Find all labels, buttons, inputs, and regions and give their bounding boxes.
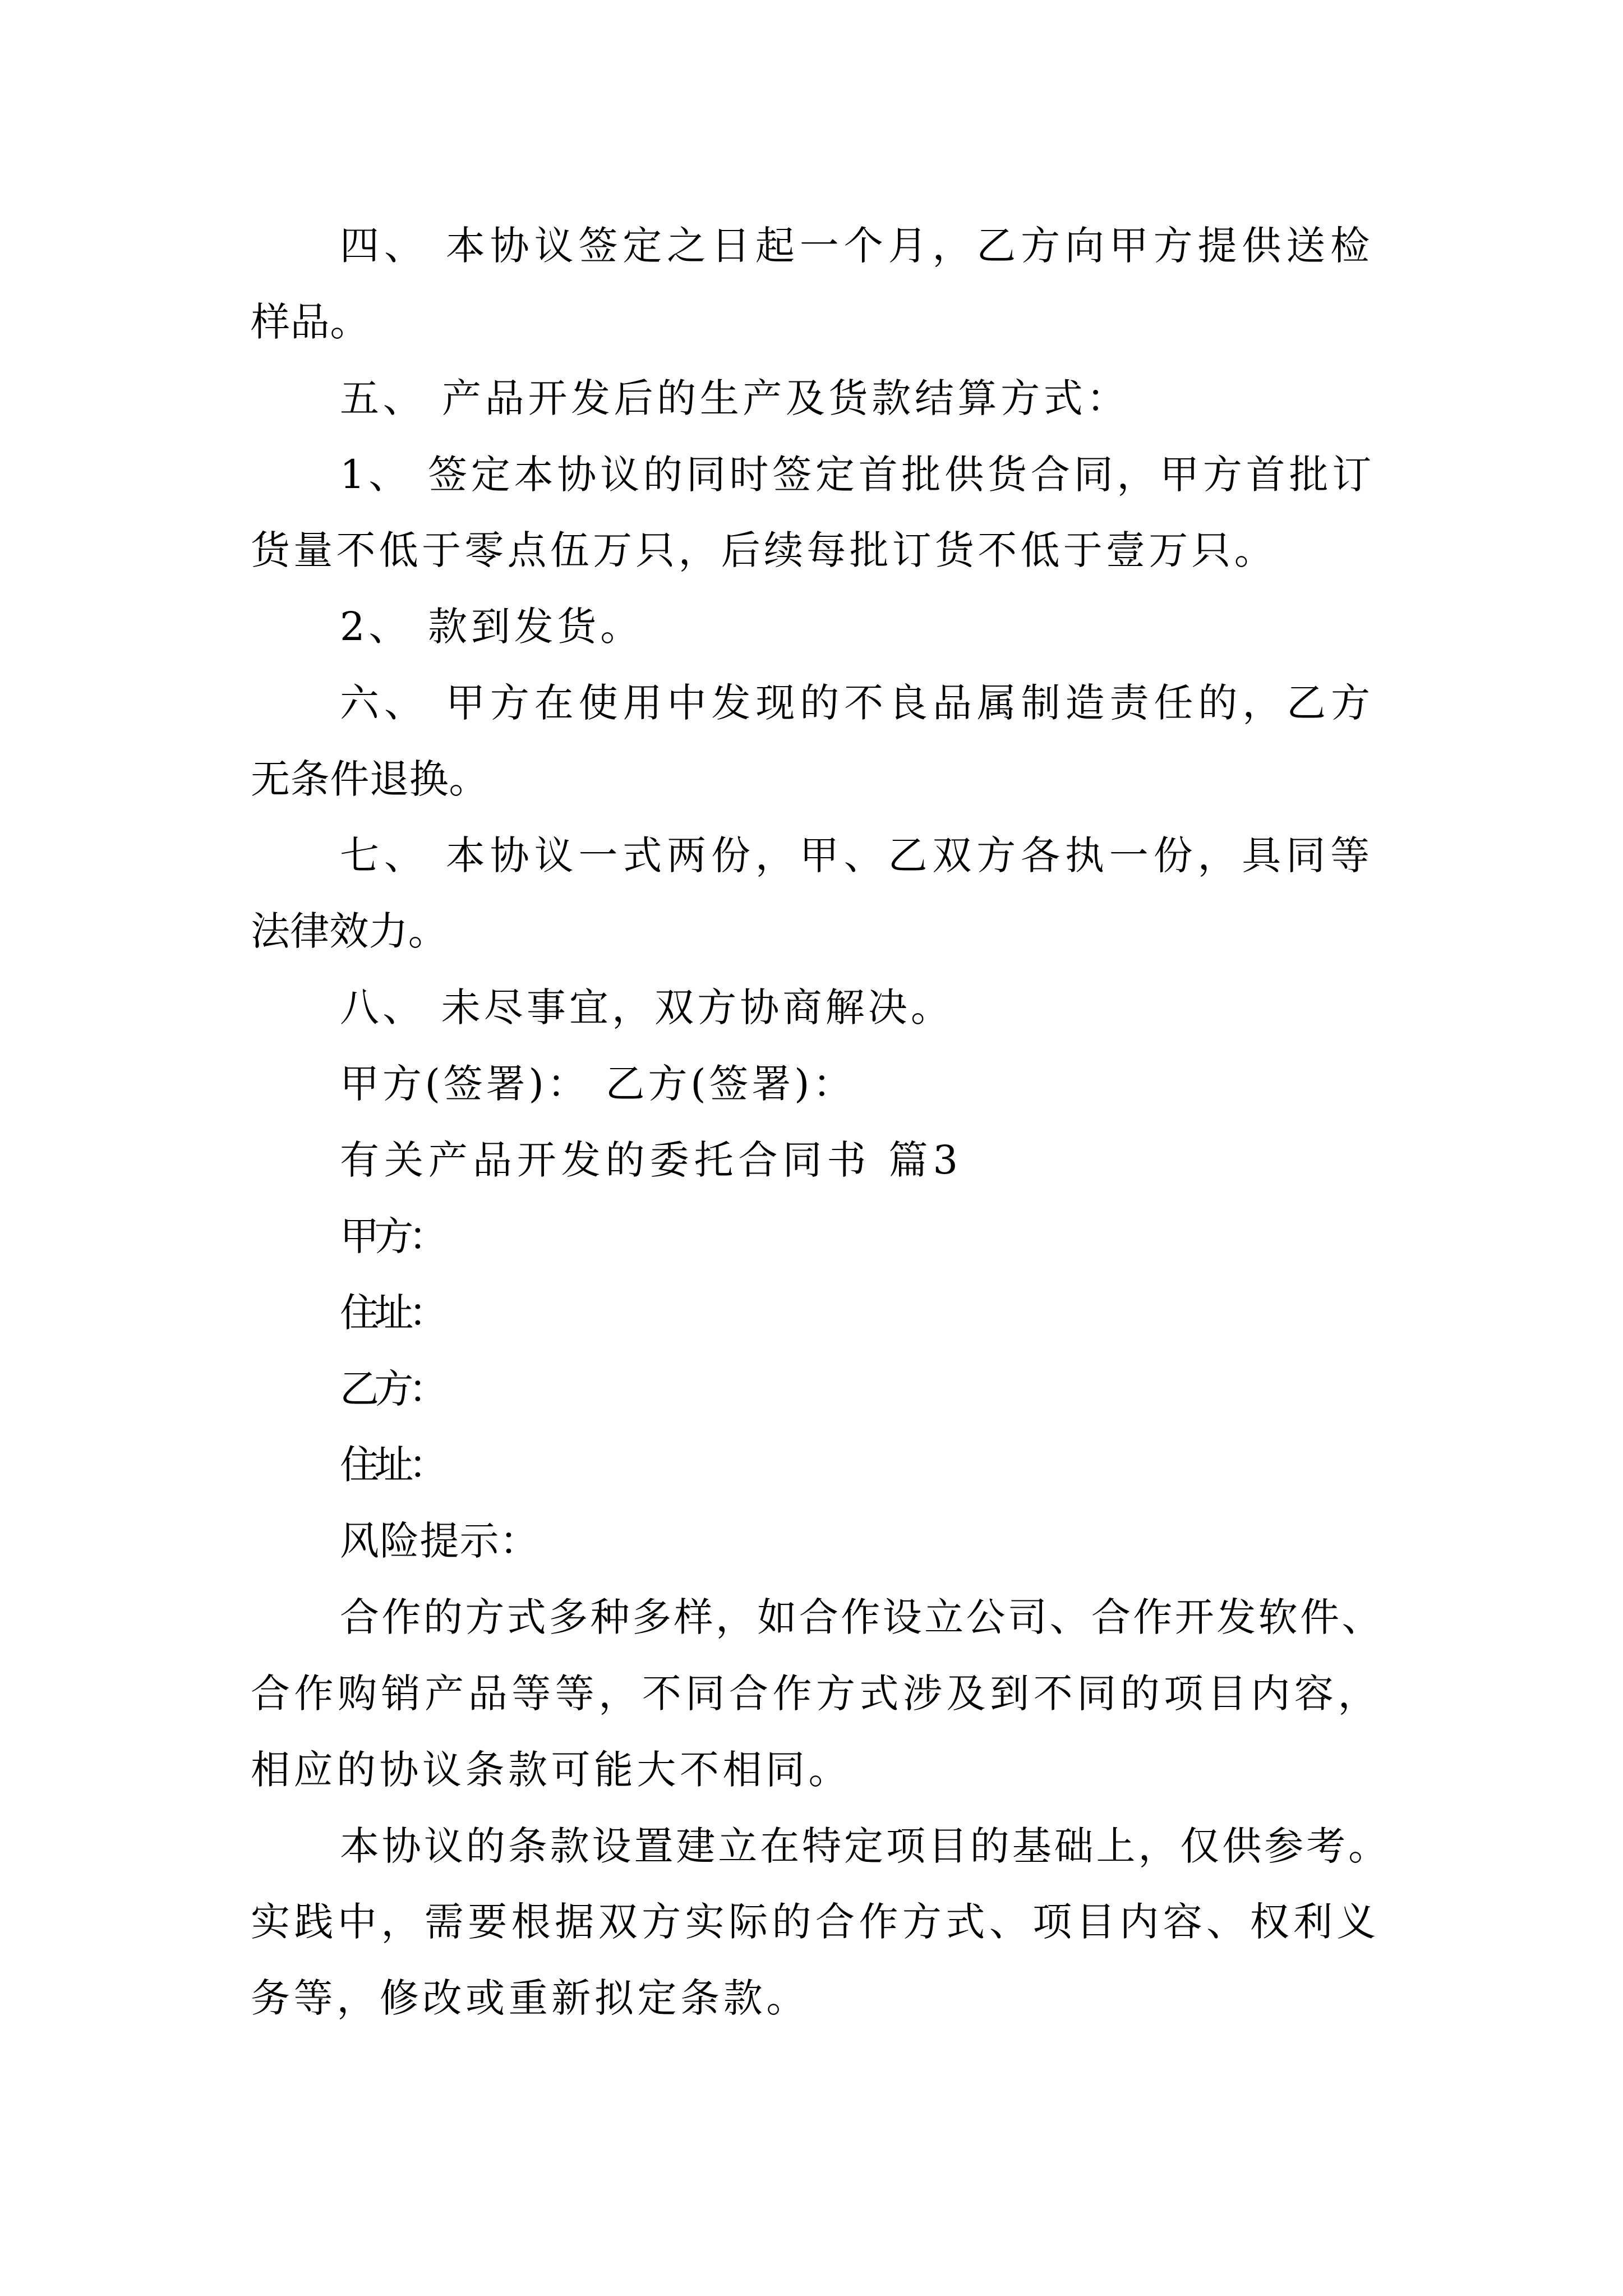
text-line: 1、 签定本协议的同时签定首批供货合同，甲方首批订 (340, 452, 1375, 498)
text-line: 八、 未尽事宜，双方协商解决。 (340, 984, 953, 1030)
text-line: 2、 款到发货。 (340, 604, 643, 650)
text-line: 相应的协议条款可能大不相同。 (251, 1747, 851, 1793)
text-line: 住址： (340, 1290, 443, 1336)
text-line: 四、 本协议签定之日起一个月，乙方向甲方提供送检 (340, 223, 1375, 269)
text-line: 五、 产品开发后的生产及货款结算方式： (340, 375, 1129, 421)
text-line: 无条件退换。 (251, 756, 488, 802)
text-line: 甲方： (340, 1213, 443, 1259)
text-line: 六、 甲方在使用中发现的不良品属制造责任的，乙方 (340, 680, 1375, 726)
text-line: 本协议的条款设置建立在特定项目的基础上，仅供参考。 (340, 1823, 1390, 1869)
text-line: 务等，修改或重新拟定条款。 (251, 1975, 809, 2021)
text-line: 七、 本协议一式两份，甲、乙双方各执一份，具同等 (340, 832, 1375, 878)
text-line: 风险提示： (340, 1518, 540, 1564)
text-line: 样品。 (251, 299, 370, 345)
text-line: 住址： (340, 1442, 443, 1488)
text-line: 合作购销产品等等，不同合作方式涉及到不同的项目内容， (251, 1671, 1381, 1717)
text-line: 实践中，需要根据双方实际的合作方式、项目内容、权利义 (251, 1899, 1380, 1945)
text-line: 货量不低于零点伍万只，后续每批订货不低于壹万只。 (251, 527, 1277, 573)
text-line: 合作的方式多种多样，如合作设立公司、合作开发软件、 (340, 1594, 1384, 1640)
text-line: 乙方： (340, 1366, 443, 1412)
text-line: 甲方(签署)： 乙方(签署)： (340, 1061, 856, 1107)
text-line: 法律效力。 (251, 908, 448, 954)
text-line: 有关产品开发的委托合同书 篇3 (340, 1137, 963, 1183)
